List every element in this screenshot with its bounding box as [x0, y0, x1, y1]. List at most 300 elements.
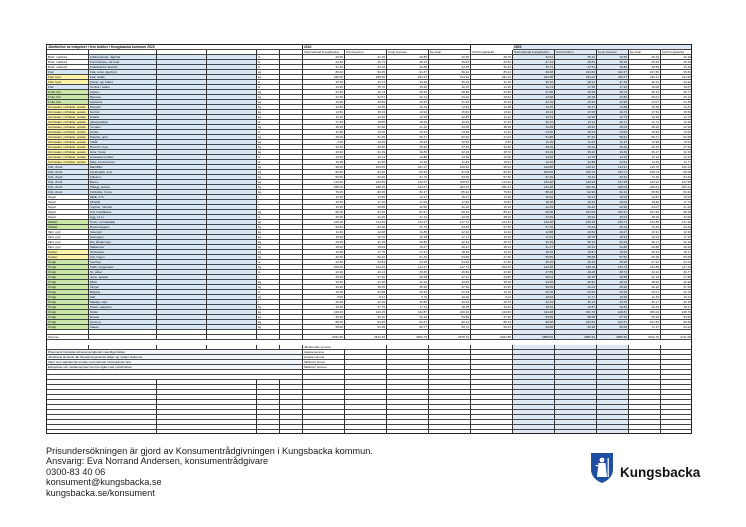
category-cell: Övrigt — [47, 320, 89, 325]
price-cell: 148.81 — [597, 310, 629, 315]
price-cell: 26.89 — [429, 90, 471, 95]
comparison-label: Jämförande summa — [303, 345, 387, 350]
price-cell: 68.06 — [597, 325, 629, 330]
price-cell: 92.90 — [555, 190, 597, 195]
price-cell: 12.85 — [429, 115, 471, 120]
note-cell: Extrapriser och medlemspriser har inte tagits med i jämförelsen. — [47, 365, 303, 370]
price-cell: 44.69 — [513, 125, 555, 130]
category-cell: Fisk — [47, 85, 89, 90]
price-cell: 21.49 — [429, 100, 471, 105]
price-cell: 12.26 — [387, 115, 429, 120]
price-cell: 24.08 — [513, 95, 555, 100]
price-cell: 19.23 — [629, 235, 661, 240]
price-cell: 58.68 — [555, 315, 597, 320]
price-cell: 103.71 — [597, 170, 629, 175]
price-cell: 10.21 — [661, 295, 692, 300]
extra-note-cell: Skillnad i procent — [303, 365, 345, 370]
product-cell: Buljong — [89, 290, 157, 295]
price-cell: 23.63 — [345, 260, 387, 265]
price-cell: 17.10 — [661, 235, 692, 240]
price-cell: 12.88 — [387, 155, 429, 160]
unit-cell: kg — [257, 110, 280, 115]
unit-cell: kg — [257, 115, 280, 120]
price-cell: 51.45 — [345, 135, 387, 140]
price-cell: 42.22 — [629, 145, 661, 150]
unit-cell: st — [257, 260, 280, 265]
category-cell: Övrigt — [47, 325, 89, 330]
sum-cell: 2808.90 — [513, 335, 555, 340]
price-cell: 40.26 — [597, 285, 629, 290]
price-cell: 61.70 — [387, 225, 429, 230]
price-cell: 22.29 — [513, 205, 555, 210]
product-cell: Russin — [89, 315, 157, 320]
price-cell: 26.14 — [345, 90, 387, 95]
store-header: Hemköp — [429, 50, 471, 55]
price-cell: 15.62 — [513, 195, 555, 200]
price-cell: 11.64 — [555, 140, 597, 145]
price-cell: 44.69 — [513, 215, 555, 220]
price-cell: 122.08 — [513, 265, 555, 270]
price-cell: 95.56 — [629, 190, 661, 195]
price-cell: 28.70 — [471, 150, 513, 155]
price-cell: 222.88 — [513, 75, 555, 80]
price-cell: 33.48 — [387, 80, 429, 85]
price-cell: 39.90 — [303, 125, 345, 130]
price-cell: 124.95 — [345, 180, 387, 185]
price-cell: 24.07 — [629, 100, 661, 105]
price-cell: 114.45 — [345, 220, 387, 225]
unit-cell: kg — [257, 165, 280, 170]
price-cell: 194.67 — [387, 185, 429, 190]
price-cell: 122.08 — [513, 220, 555, 225]
price-cell: 101.97 — [387, 165, 429, 170]
product-cell: Yoghurt, naturell — [89, 205, 157, 210]
price-cell: 32.29 — [429, 240, 471, 245]
product-cell: Tonfisk i vatten — [89, 85, 157, 90]
price-cell: 17.75 — [345, 305, 387, 310]
price-cell: 15.07 — [429, 195, 471, 200]
price-cell: 104.64 — [471, 265, 513, 270]
price-cell: 13.93 — [429, 105, 471, 110]
price-cell: 13.50 — [429, 155, 471, 160]
price-cell: 112.27 — [387, 220, 429, 225]
price-cell: 33.54 — [513, 55, 555, 60]
price-cell: 13.60 — [345, 130, 387, 135]
category-cell: Grönsaker, rotfrukter, potatis — [47, 120, 89, 125]
kungsbacka-logo — [590, 448, 720, 496]
category-cell: Frukt, bär — [47, 90, 89, 95]
product-cell: Vetemjöl — [89, 230, 157, 235]
price-cell: 16.87 — [629, 195, 661, 200]
price-cell: 114.21 — [597, 165, 629, 170]
unit-cell: kg — [257, 255, 280, 260]
price-cell: 20.10 — [513, 120, 555, 125]
price-cell: 34.90 — [303, 145, 345, 150]
price-cell: 41.10 — [387, 215, 429, 220]
price-cell: 18.25 — [429, 305, 471, 310]
price-cell: 20.50 — [387, 290, 429, 295]
price-cell: 46.03 — [597, 215, 629, 220]
price-cell: 102.67 — [597, 70, 629, 75]
price-cell: 119.75 — [629, 165, 661, 170]
price-cell: 30.46 — [555, 275, 597, 280]
unit-cell: st — [257, 290, 280, 295]
price-cell: 42.90 — [661, 215, 692, 220]
price-cell: 89.00 — [303, 210, 345, 215]
price-cell: 11.50 — [303, 230, 345, 235]
price-cell: 123.84 — [471, 310, 513, 315]
price-cell: 128.52 — [429, 180, 471, 185]
product-cell: Salt — [89, 295, 157, 300]
price-cell: 97.09 — [429, 170, 471, 175]
category-cell: Kött, chark — [47, 165, 89, 170]
price-cell: 35.95 — [387, 285, 429, 290]
price-cell: 52.40 — [345, 255, 387, 260]
price-cell: 18.08 — [629, 85, 661, 90]
price-cell: 27.97 — [429, 275, 471, 280]
product-cell: Äpplen — [89, 90, 157, 95]
price-cell: 93.45 — [345, 320, 387, 325]
price-cell: 36.65 — [345, 285, 387, 290]
email-address: konsument@kungsbacka.se — [46, 477, 162, 488]
unit-cell: kg — [257, 185, 280, 190]
unit-cell: kg — [257, 220, 280, 225]
sum-cell: 2678.10 — [429, 335, 471, 340]
price-cell: 49.90 — [303, 255, 345, 260]
price-cell: 17.41 — [387, 250, 429, 255]
product-cell: Ost, hushållsost — [89, 210, 157, 215]
price-cell: 19.84 — [345, 245, 387, 250]
price-cell: 39.09 — [513, 145, 555, 150]
note-cell: Varor som saknats har ersatts med närmast motsvarande vara. — [47, 360, 303, 365]
price-cell: 13.33 — [513, 115, 555, 120]
price-cell: 37.52 — [661, 145, 692, 150]
price-cell: 13.95 — [303, 195, 345, 200]
price-cell: 46.92 — [555, 125, 597, 130]
sum-cell: 2711.60 — [661, 335, 692, 340]
price-cell: 30.80 — [387, 150, 429, 155]
sum-cell: 2950.20 — [555, 335, 597, 340]
price-cell: 89.90 — [303, 170, 345, 175]
price-cell: 50.47 — [387, 135, 429, 140]
price-cell: 37.49 — [597, 80, 629, 85]
price-cell: 52.92 — [429, 135, 471, 140]
price-cell: 13.92 — [661, 130, 692, 135]
unit-cell: st — [257, 60, 280, 65]
price-cell: 208.95 — [345, 75, 387, 80]
unit-cell: kg — [257, 315, 280, 320]
price-cell: 29.01 — [513, 275, 555, 280]
table-cell — [555, 430, 597, 434]
unit-cell: l — [257, 205, 280, 210]
price-cell: 20.50 — [387, 205, 429, 210]
price-cell: 28.72 — [597, 270, 629, 275]
price-cell: 41.04 — [555, 285, 597, 290]
price-cell: 16.24 — [513, 110, 555, 115]
price-cell: 52.40 — [345, 315, 387, 320]
price-cell: 28.75 — [471, 55, 513, 60]
unit-cell: kg — [257, 280, 280, 285]
price-cell: 14.35 — [471, 85, 513, 90]
price-cell: 20.32 — [661, 245, 692, 250]
price-cell: 229.57 — [597, 75, 629, 80]
table-cell — [661, 430, 692, 434]
price-cell: 18.85 — [345, 120, 387, 125]
category-cell: Frukt, bär — [47, 100, 89, 105]
price-cell: 29.90 — [303, 300, 345, 305]
price-cell: 20.64 — [471, 95, 513, 100]
price-cell: 41.04 — [555, 145, 597, 150]
sum-cell: 3012.70 — [629, 335, 661, 340]
product-cell: Havregryn — [89, 235, 157, 240]
price-cell: 18.14 — [471, 245, 513, 250]
price-cell: 24.07 — [629, 290, 661, 295]
product-cell: Paprika, grön — [89, 135, 157, 140]
price-cell: 19.47 — [387, 245, 429, 250]
price-cell: 34.49 — [597, 240, 629, 245]
price-cell: 49.90 — [303, 315, 345, 320]
unit-cell: kg — [257, 265, 280, 270]
price-cell: 139.94 — [555, 180, 597, 185]
table-cell — [257, 430, 280, 434]
price-cell: 128.18 — [555, 265, 597, 270]
price-cell: 110.88 — [513, 165, 555, 170]
price-cell: 125.74 — [597, 265, 629, 270]
price-cell: 13.34 — [387, 130, 429, 135]
price-cell: 72.46 — [629, 175, 661, 180]
price-cell: 138.70 — [661, 310, 692, 315]
product-cell: Blandfärs — [89, 165, 157, 170]
price-cell: 24.30 — [429, 260, 471, 265]
unit-cell: st — [257, 55, 280, 60]
price-cell: 21.17 — [513, 245, 555, 250]
price-cell: 15.12 — [629, 155, 661, 160]
category-cell: Mejeri — [47, 210, 89, 215]
price-cell: 19.50 — [597, 305, 629, 310]
price-cell: 10.51 — [471, 160, 513, 165]
unit-cell: kg — [257, 230, 280, 235]
category-cell: Grönsaker, rotfrukter, potatis — [47, 160, 89, 165]
product-cell: Apelsiner — [89, 100, 157, 105]
price-cell: 37.69 — [429, 285, 471, 290]
price-cell: 13.44 — [661, 155, 692, 160]
price-cell: 198.45 — [345, 185, 387, 190]
price-cell: 16.90 — [303, 305, 345, 310]
table-cell — [257, 335, 280, 340]
price-cell: 15.40 — [387, 85, 429, 90]
price-cell: 33.49 — [513, 150, 555, 155]
category-cell: Mejeri — [47, 200, 89, 205]
price-cell: 64.40 — [661, 175, 692, 180]
unit-cell: l — [257, 195, 280, 200]
price-cell: 16.22 — [471, 305, 513, 310]
product-cell: Köttbullar, frysta — [89, 190, 157, 195]
price-cell: 21.40 — [661, 290, 692, 295]
price-cell: 19.10 — [471, 290, 513, 295]
unit-cell: st — [257, 65, 280, 70]
table-cell — [471, 430, 513, 434]
unit-cell: kg — [257, 95, 280, 100]
price-cell: 38.59 — [629, 65, 661, 70]
price-cell: 22.50 — [303, 260, 345, 265]
price-cell: 16.09 — [597, 195, 629, 200]
store-header: ICA Kvantum — [345, 50, 387, 55]
price-cell: 14.94 — [387, 110, 429, 115]
price-cell: 18.17 — [661, 250, 692, 255]
price-cell: 32.86 — [387, 65, 429, 70]
price-cell: 85.32 — [429, 190, 471, 195]
price-cell: 20.89 — [345, 290, 387, 295]
category-cell: Grönsaker, rotfrukter, potatis — [47, 150, 89, 155]
price-cell: 16.07 — [661, 85, 692, 90]
price-cell: 106.44 — [661, 165, 692, 170]
table-cell — [387, 430, 429, 434]
price-cell: 13.52 — [555, 230, 597, 235]
price-cell: 15.66 — [629, 130, 661, 135]
price-cell: 102.67 — [597, 210, 629, 215]
price-cell: 16.74 — [513, 85, 555, 90]
website-address: kungsbacka.se/konsument — [46, 487, 155, 498]
price-cell: 59.00 — [303, 325, 345, 330]
price-cell: 213.96 — [661, 75, 692, 80]
product-cell: Morötter — [89, 105, 157, 110]
price-cell: 53.89 — [429, 255, 471, 260]
price-cell: 96.12 — [429, 70, 471, 75]
price-cell: 21.40 — [661, 100, 692, 105]
store-header: Hemköp — [629, 50, 661, 55]
price-cell: 30.62 — [471, 65, 513, 70]
price-cell: 12.42 — [429, 230, 471, 235]
sum-cell: 2899.35 — [597, 335, 629, 340]
price-cell: 19.87 — [555, 305, 597, 310]
price-cell: 132.87 — [387, 310, 429, 315]
table-row — [47, 335, 692, 340]
price-cell: 11.83 — [429, 160, 471, 165]
price-cell: 72.46 — [629, 225, 661, 230]
price-cell: 20.89 — [345, 205, 387, 210]
price-cell: 13.13 — [345, 155, 387, 160]
price-cell: 10.26 — [429, 295, 471, 300]
category-cell: Mjöl, gryn — [47, 245, 89, 250]
price-cell: 13.29 — [387, 105, 429, 110]
price-cell: 17.25 — [597, 85, 629, 90]
price-cell: 181.44 — [471, 185, 513, 190]
store-header: Lidl Kungsbacka — [661, 50, 692, 55]
price-cell: 41.90 — [345, 125, 387, 130]
category-cell: Fisk, fryst — [47, 75, 89, 80]
price-cell: 29.90 — [303, 240, 345, 245]
price-cell: 91.67 — [387, 320, 429, 325]
price-cell: 14.45 — [513, 105, 555, 110]
unit-cell: kg — [257, 240, 280, 245]
store-header: Coop Konsum — [387, 50, 429, 55]
category-cell: Övrigt — [47, 260, 89, 265]
price-cell: 29.90 — [303, 150, 345, 155]
price-cell: 14.39 — [629, 115, 661, 120]
product-cell: Bananer — [89, 95, 157, 100]
price-cell: 51.40 — [387, 315, 429, 320]
product-cell: Formfranska, vitt bröd — [89, 60, 157, 65]
store-header: ICA Kvantum — [555, 50, 597, 55]
price-cell: 14.37 — [387, 195, 429, 200]
price-cell: 11.04 — [471, 230, 513, 235]
price-cell: 20.41 — [429, 245, 471, 250]
product-cell: Makaroner — [89, 245, 157, 250]
price-cell: 53.65 — [661, 315, 692, 320]
price-cell: 15.26 — [471, 235, 513, 240]
price-cell: 107.65 — [629, 210, 661, 215]
price-cell: 41.90 — [345, 280, 387, 285]
price-cell: 9.97 — [345, 295, 387, 300]
price-cell: 67.09 — [513, 175, 555, 180]
price-cell: 108.74 — [629, 170, 661, 175]
price-cell: 14.88 — [597, 105, 629, 110]
price-cell: 203.21 — [661, 185, 692, 190]
price-cell: 116.42 — [555, 165, 597, 170]
price-cell: 117.20 — [661, 220, 692, 225]
price-cell: 17.75 — [345, 250, 387, 255]
price-cell: 38.22 — [555, 80, 597, 85]
price-cell: 60.77 — [387, 325, 429, 330]
price-cell: 93.45 — [345, 70, 387, 75]
price-cell: 57.50 — [471, 175, 513, 180]
price-cell: 64.69 — [429, 175, 471, 180]
price-cell: 28.70 — [471, 240, 513, 245]
responsible-person: Ansvarig: Eva Norrand Andersen, konsumentrådgivare — [46, 456, 269, 467]
price-cell: 35.16 — [555, 300, 597, 305]
price-cell: 95.69 — [661, 210, 692, 215]
price-cell: 11.42 — [597, 140, 629, 145]
unit-cell: st — [257, 160, 280, 165]
price-cell: 62.90 — [345, 175, 387, 180]
table-cell — [89, 335, 157, 340]
price-cell: 96.66 — [661, 170, 692, 175]
price-cell: 10.96 — [597, 295, 629, 300]
price-cell: 9.50 — [471, 140, 513, 145]
unit-cell: kg — [257, 210, 280, 215]
unit-cell: kg — [257, 245, 280, 250]
unit-cell: kg — [257, 190, 280, 195]
price-cell: 54.88 — [513, 135, 555, 140]
price-cell: 46.92 — [555, 215, 597, 220]
price-cell: 102.67 — [597, 320, 629, 325]
price-cell: 20.44 — [629, 305, 661, 310]
store-header: Lidl Kungsbacka — [471, 50, 513, 55]
price-cell: 48.26 — [629, 215, 661, 220]
category-cell: Övrigt — [47, 305, 89, 310]
table-row — [47, 430, 692, 434]
price-cell: 199.00 — [303, 75, 345, 80]
price-cell: 55.89 — [513, 255, 555, 260]
price-cell: 12.26 — [513, 160, 555, 165]
price-cell: 94.40 — [345, 170, 387, 175]
price-cell: 23.90 — [471, 270, 513, 275]
price-cell: 11.98 — [629, 140, 661, 145]
price-cell: 18.70 — [555, 235, 597, 240]
price-cell: 48.26 — [629, 125, 661, 130]
price-cell: 57.50 — [471, 225, 513, 230]
price-cell: 16.15 — [429, 85, 471, 90]
unit-cell: kg — [257, 100, 280, 105]
price-cell: 11.50 — [345, 160, 387, 165]
category-cell: Bröd, matbröd — [47, 65, 89, 70]
price-cell: 9.90 — [303, 140, 345, 145]
price-cell: 117.20 — [661, 265, 692, 270]
price-cell: 12.95 — [303, 130, 345, 135]
sum-cell: 2613.40 — [345, 335, 387, 340]
price-cell: 21.60 — [471, 260, 513, 265]
price-cell: 84.94 — [661, 190, 692, 195]
